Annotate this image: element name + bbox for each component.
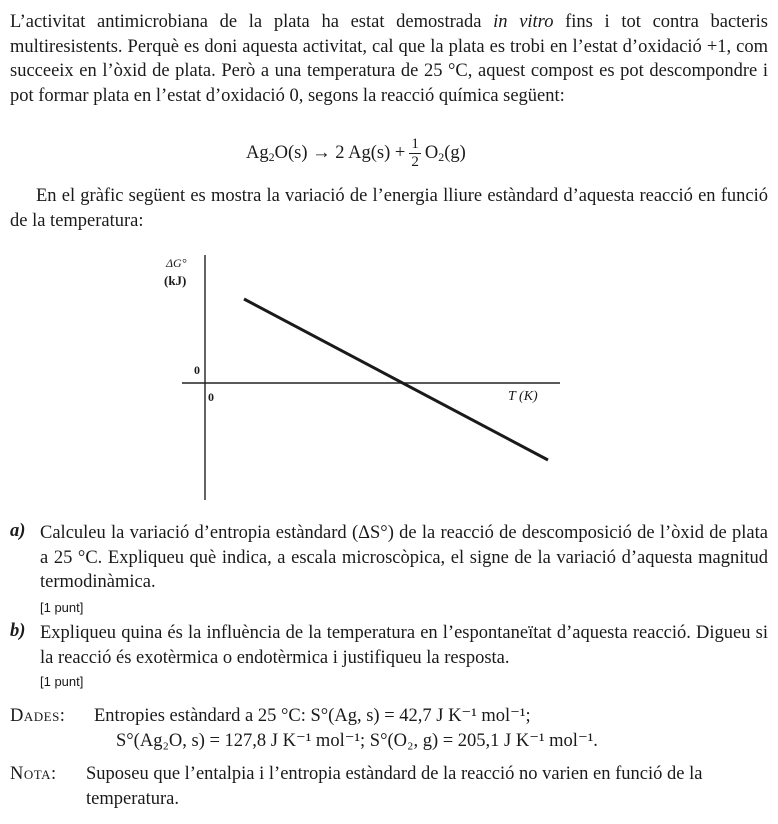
reaction-equation xyxy=(246,136,466,171)
y-zero-label: 0 xyxy=(194,363,200,377)
dades-line-1: Entropies estàndard a 25 °C: S°(Ag, s) = 42,7 J K⁻¹ mol⁻¹; xyxy=(94,706,531,726)
question-a-label: a) xyxy=(10,521,26,541)
gibbs-energy-chart xyxy=(160,250,580,502)
dades-line-2: S°(Ag₂O, s) = 127,8 J K⁻¹ mol⁻¹; S°(O₂, g) = 205,1 J K⁻¹ mol⁻¹. xyxy=(116,731,598,751)
question-b-points: [1 punt] xyxy=(40,674,84,689)
eq-frac-den: 2 xyxy=(411,154,419,170)
x-zero-label: 0 xyxy=(208,390,214,404)
intro-paragraph xyxy=(10,10,768,108)
chart-intro-paragraph: En el gràfic següent es mostra la variació de l’energia lliure estàndard d’aquesta reacció en funció de la temperatura: xyxy=(10,186,768,231)
question-b-label: b) xyxy=(10,621,26,641)
eq-middle: O(s) → 2 Ag(s) + xyxy=(274,142,406,163)
question-b-text: Expliqueu quina és la influència de la temperatura en l’espontaneïtat d’aquesta reacció. Digueu si la reacció és exotèrmica o endotèrmica i justifiqueu la resposta. xyxy=(40,623,768,668)
y-axis-unit: (kJ) xyxy=(164,273,187,288)
question-a-points: [1 punt] xyxy=(40,600,84,615)
dades-label: Dades: xyxy=(10,706,66,726)
eq-ag-sub: 2 xyxy=(268,149,275,164)
nota-text: Suposeu que l’entalpia i l’entropia estàndard de la reacció no varien en funció de la temperatura. xyxy=(86,764,703,809)
delta-g-line xyxy=(244,299,548,460)
y-axis-label: ΔG° xyxy=(166,256,187,270)
intro-text-2: fins i tot contra bacteris multiresistents. Perquè es doni aquesta activitat, cal que la plata es trobi en l’estat d’oxidació +1, com succeeix en l’òxid de plata. Però a una temperatura de 25 °C, aquest compost es pot descompondre i pot formar plata en l’estat d’oxidació 0, segons la reacció química següent: xyxy=(10,12,769,106)
eq-gas: (g) xyxy=(444,142,466,163)
x-axis-label: T (K) xyxy=(508,389,538,404)
eq-frac-num: 1 xyxy=(411,136,419,152)
eq-o2-sub: 2 xyxy=(438,149,445,164)
eq-o2: O xyxy=(424,142,439,163)
intro-emphasis: in vitro xyxy=(493,12,554,32)
question-a-text: Calculeu la variació d’entropia estàndard (ΔS°) de la reacció de descomposició de l’òxid de plata a 25 °C. Expliqueu què indica, a escala microscòpica, el signe de la variació d’aquesta magnitud termodinàmica. xyxy=(40,523,768,592)
eq-ag: Ag xyxy=(246,142,269,163)
eq-fraction xyxy=(409,136,421,171)
intro-text-1: L’activitat antimicrobiana de la plata ha estat demostrada xyxy=(10,12,494,32)
nota-label: Nota: xyxy=(10,764,57,784)
